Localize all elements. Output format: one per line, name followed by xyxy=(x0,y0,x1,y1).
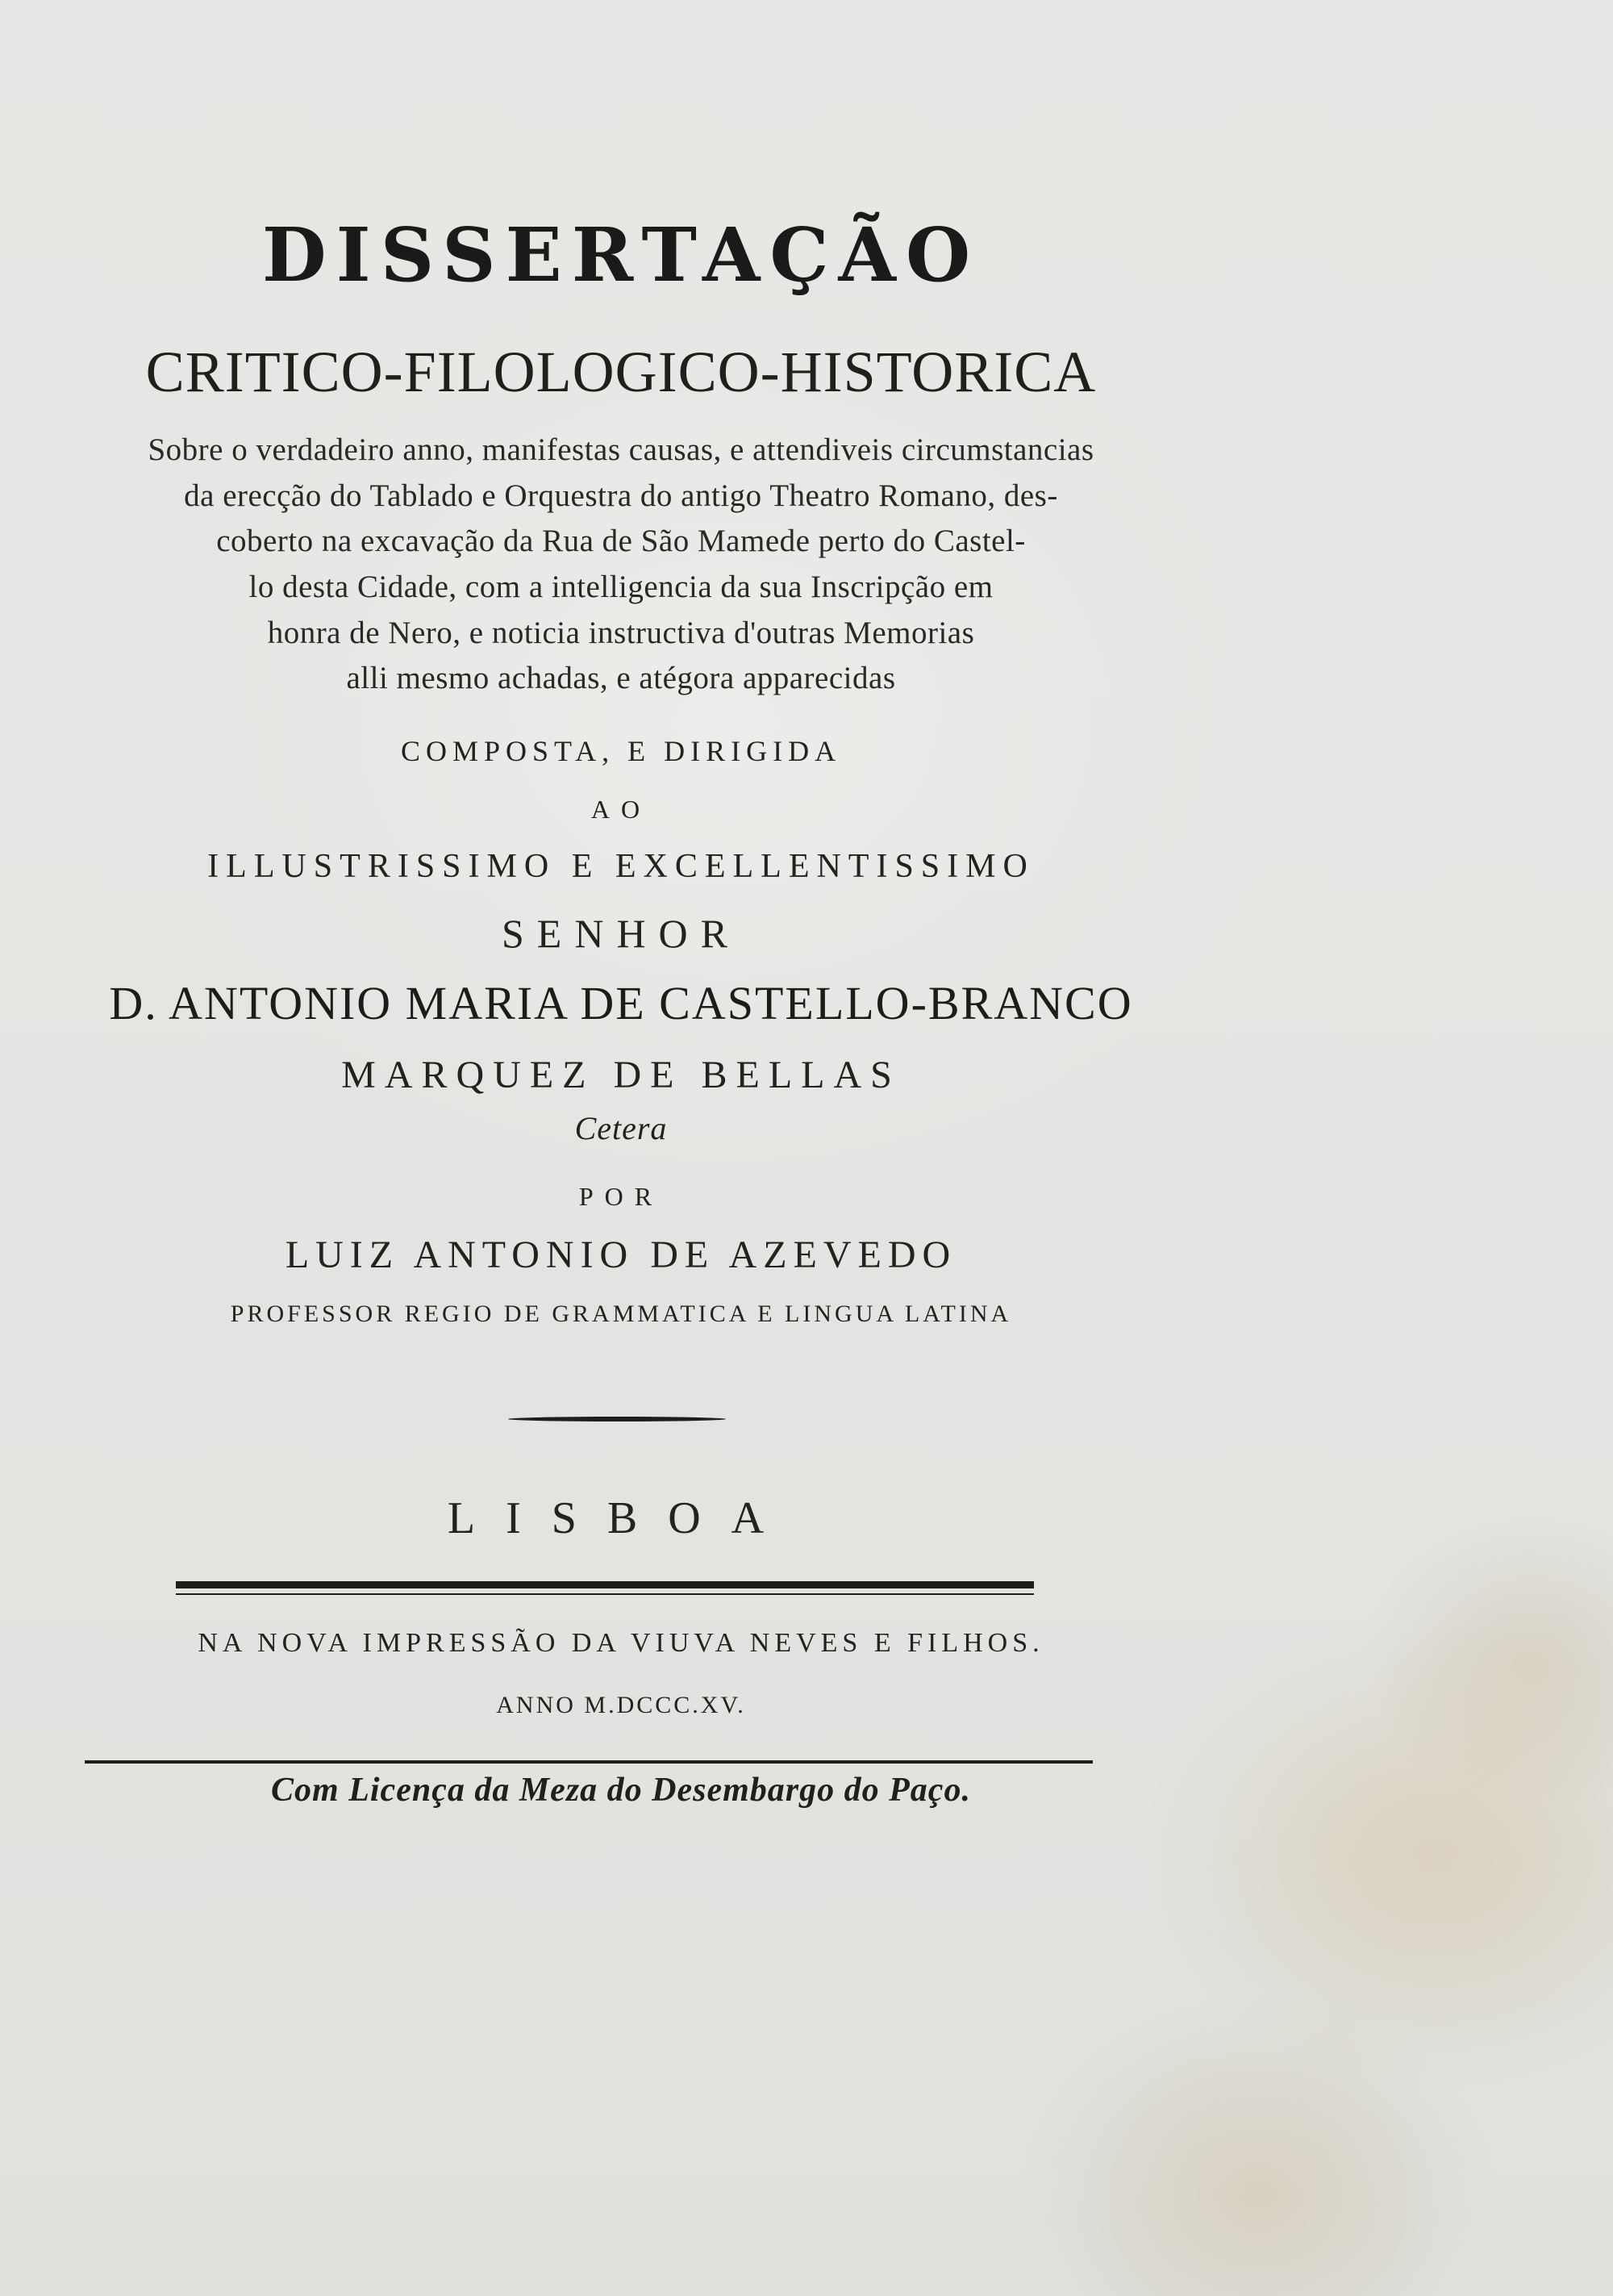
thin-divider xyxy=(176,1593,1034,1595)
printer-line: NA NOVA IMPRESSÃO DA VIUVA NEVES E FILHOS. xyxy=(198,1628,1044,1658)
cetera-line: Cetera xyxy=(574,1110,668,1146)
dedicatee-title: MARQUEZ DE BELLAS xyxy=(341,1054,901,1096)
composta-line: COMPOSTA, E DIRIGIDA xyxy=(400,735,842,767)
year-line: ANNO M.DCCC.XV. xyxy=(496,1692,746,1718)
senhor-line: SENHOR xyxy=(501,911,741,956)
city-line: LISBOA xyxy=(447,1493,795,1543)
bottom-divider xyxy=(85,1760,1093,1764)
por-line: POR xyxy=(578,1182,664,1211)
ao-line: AO xyxy=(590,795,652,824)
dedicatee-name: D. ANTONIO MARIA DE CASTELLO-BRANCO xyxy=(109,977,1133,1029)
description-line-2: da erecção do Tablado e Orquestra do antigo Theatro Romano, des- xyxy=(184,478,1058,513)
ornament-divider xyxy=(508,1417,726,1421)
author-name: LUIZ ANTONIO DE AZEVEDO xyxy=(285,1234,957,1276)
description-line-5: honra de Nero, e noticia instructiva d'outras Memorias xyxy=(267,616,975,650)
page-subtitle: CRITICO-FILOLOGICO-HISTORICA xyxy=(145,340,1097,404)
license-line: Com Licença da Meza do Desembargo do Paço. xyxy=(271,1772,971,1809)
description-line-1: Sobre o verdadeiro anno, manifestas causas, e attendiveis circumstancias xyxy=(148,432,1094,467)
author-title: PROFESSOR REGIO DE GRAMMATICA E LINGUA LATINA xyxy=(230,1300,1012,1327)
description-line-4: lo desta Cidade, com a intelligencia da sua Inscripção em xyxy=(248,570,994,604)
description-line-3: coberto na excavação da Rua de São Mamede perto do Castel- xyxy=(216,524,1026,558)
thick-divider xyxy=(176,1581,1034,1588)
page-title: DISSERTAÇÃO xyxy=(261,211,981,298)
description-line-6: alli mesmo achadas, e atégora apparecidas xyxy=(346,661,896,695)
illustrissimo-line: ILLUSTRISSIMO E EXCELLENTISSIMO xyxy=(207,848,1035,885)
